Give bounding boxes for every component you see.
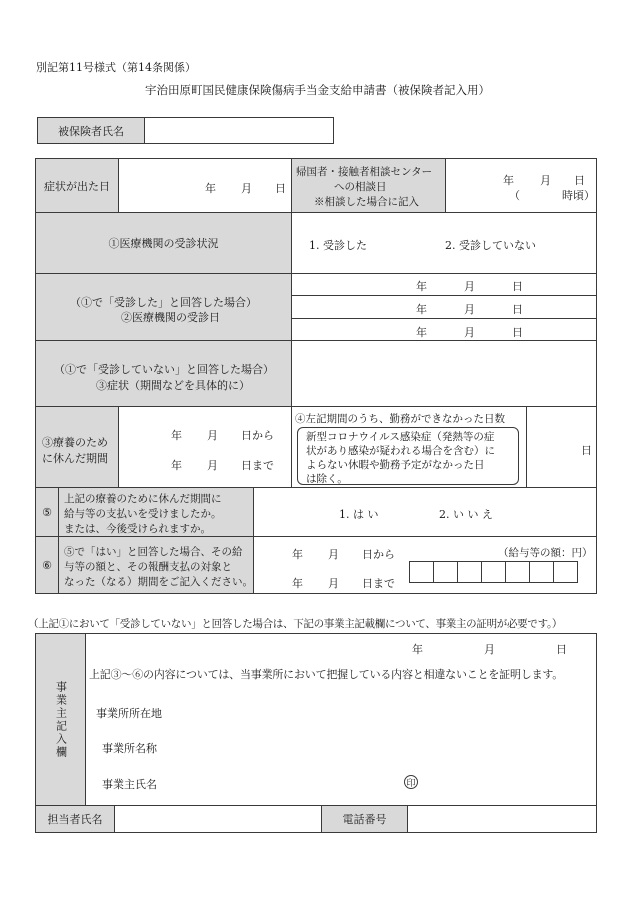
q2-label-line2: ②医療機関の受診日 bbox=[121, 311, 220, 324]
q2-row3-month: 月 bbox=[464, 326, 475, 339]
amount-digit-box[interactable] bbox=[409, 561, 434, 583]
consult-label-line3: ※相談した場合に記入 bbox=[314, 196, 419, 208]
amount-digit-box[interactable] bbox=[505, 561, 530, 583]
office-address-label: 事業所所在地 bbox=[96, 707, 162, 720]
q2-row2-day: 日 bbox=[512, 303, 523, 316]
q5-text-line1: 上記の療養のために休んだ期間に bbox=[64, 493, 222, 505]
q4-note-line1: 新型コロナウイルス感染症（発熱等の症 bbox=[306, 431, 495, 443]
amount-digit-box[interactable] bbox=[457, 561, 482, 583]
q5-number: ⑤ bbox=[35, 487, 59, 537]
employer-side-label: 事業主記入欄 bbox=[35, 633, 86, 806]
q5-option-no[interactable]: 2. い い え bbox=[439, 508, 493, 521]
q2-row2-year: 年 bbox=[416, 303, 427, 316]
symptom-month-unit: 月 bbox=[241, 182, 252, 195]
q2-date-row[interactable] bbox=[291, 318, 597, 341]
symptom-day-unit: 日 bbox=[275, 182, 286, 195]
q5-options bbox=[253, 487, 597, 537]
q6-to-month: 月 bbox=[328, 577, 339, 590]
symptom-date-field[interactable] bbox=[118, 158, 292, 213]
q6-text-line2: 与等の額と、その報酬支払の対象と bbox=[64, 561, 232, 573]
q2-date-row[interactable] bbox=[291, 273, 597, 296]
q3-symptom-field[interactable] bbox=[291, 340, 597, 407]
q4-to-month: 月 bbox=[207, 459, 218, 472]
staff-name-label: 担当者氏名 bbox=[35, 805, 115, 833]
q6-question bbox=[58, 536, 254, 594]
amount-digit-box[interactable] bbox=[481, 561, 506, 583]
q6-from-day: 日から bbox=[362, 548, 395, 561]
symptom-year-unit: 年 bbox=[205, 182, 216, 195]
q6-to-day: 日まで bbox=[362, 577, 395, 590]
consult-time-unit: 時頃） bbox=[562, 189, 595, 202]
employer-certify-text: 上記③～⑥の内容については、当事業所において把握している内容と相違ないことを証明します。 bbox=[89, 668, 564, 681]
q2-label-line1: （①で「受診した」と回答した場合） bbox=[70, 296, 257, 309]
seal-icon: 印 bbox=[404, 775, 418, 789]
q2-row1-month: 月 bbox=[464, 280, 475, 293]
q3-label bbox=[35, 340, 292, 407]
staff-name-field[interactable] bbox=[114, 805, 322, 833]
q2-date-row[interactable] bbox=[291, 295, 597, 319]
q2-row1-day: 日 bbox=[512, 280, 523, 293]
insured-name-field[interactable] bbox=[144, 117, 334, 144]
employer-month-unit: 月 bbox=[484, 643, 495, 656]
consult-label-line2: への相談日 bbox=[334, 181, 387, 193]
q6-from-month: 月 bbox=[328, 548, 339, 561]
q2-row2-month: 月 bbox=[464, 303, 475, 316]
q4-label bbox=[35, 406, 119, 488]
consult-date-field[interactable] bbox=[445, 158, 597, 213]
phone-label: 電話番号 bbox=[321, 805, 408, 833]
office-name-label: 事業所名称 bbox=[102, 742, 157, 755]
form-number: 別記第11号様式（第14条関係） bbox=[36, 61, 196, 74]
employer-note: （上記①において「受診していない」と回答した場合は、下記の事業主記載欄について、事業主の証明が必要です。） bbox=[28, 618, 563, 630]
q2-row3-year: 年 bbox=[416, 326, 427, 339]
employer-year-unit: 年 bbox=[412, 643, 423, 656]
q4-from-day: 日から bbox=[241, 429, 274, 442]
consult-label-line1: 帰国者・接触者相談センター bbox=[296, 166, 433, 178]
q6-text-line3: なった（なる）期間をご記入ください。 bbox=[64, 576, 253, 588]
q5-option-yes[interactable]: 1. は い bbox=[339, 508, 379, 521]
q1-option-visited[interactable]: 1. 受診した bbox=[309, 239, 367, 252]
q4-note-line3: よらない休暇や勤務予定がなかった日 bbox=[306, 459, 485, 471]
q1-options bbox=[291, 212, 597, 274]
q4-to-year: 年 bbox=[171, 459, 182, 472]
q4-label-line1: ③療養のため bbox=[42, 436, 108, 449]
amount-digit-box[interactable] bbox=[433, 561, 458, 583]
consult-year-unit: 年 bbox=[503, 174, 514, 187]
q6-from-year: 年 bbox=[292, 548, 303, 561]
q6-answer bbox=[253, 536, 597, 594]
q5-text-line3: または、今後受けられますか。 bbox=[64, 523, 211, 535]
amount-digit-box[interactable] bbox=[529, 561, 554, 583]
consult-label bbox=[291, 158, 446, 213]
q1-label: ①医療機関の受診状況 bbox=[35, 212, 292, 274]
q4-from-year: 年 bbox=[171, 429, 182, 442]
q2-label bbox=[35, 273, 292, 341]
amount-digit-box[interactable] bbox=[553, 561, 578, 583]
owner-name-label: 事業主氏名 bbox=[102, 778, 157, 791]
employer-cert-area bbox=[85, 633, 597, 806]
phone-field[interactable] bbox=[407, 805, 597, 833]
consult-month-unit: 月 bbox=[540, 174, 551, 187]
consult-day-unit: 日 bbox=[574, 174, 585, 187]
consult-time-open: （ bbox=[509, 189, 520, 202]
q4-note-line4: は除く。 bbox=[306, 473, 348, 485]
q6-amount-label: （給与等の額：円） bbox=[498, 547, 593, 559]
q4-workdays-desc bbox=[291, 406, 527, 488]
q4-workdays-title: ④左記期間のうち、勤務ができなかった日数 bbox=[295, 413, 505, 425]
q2-row1-year: 年 bbox=[416, 280, 427, 293]
q4-workdays-field[interactable] bbox=[526, 406, 597, 488]
q4-label-line2: に休んだ期間 bbox=[42, 452, 108, 465]
q4-note-line2: 状があり感染が疑われる場合を含む）に bbox=[306, 445, 495, 457]
q6-text-line1: ⑤で「はい」と回答した場合、その給 bbox=[64, 546, 243, 558]
form-title: 宇治田原町国民健康保険傷病手当金支給申請書（被保険者記入用） bbox=[145, 83, 490, 97]
q4-day-unit: 日 bbox=[581, 444, 592, 457]
q4-to-day: 日まで bbox=[241, 459, 274, 472]
employer-day-unit: 日 bbox=[556, 643, 567, 656]
q1-option-not-visited[interactable]: 2. 受診していない bbox=[445, 239, 536, 252]
q4-period-field[interactable] bbox=[118, 406, 292, 488]
q6-number: ⑥ bbox=[35, 536, 59, 594]
q5-text-line2: 給与等の支払いを受けましたか。 bbox=[64, 508, 222, 520]
symptom-label: 症状が出た日 bbox=[35, 158, 119, 213]
q2-row3-day: 日 bbox=[512, 326, 523, 339]
q3-label-line1: （①で「受診していない」と回答した場合） bbox=[54, 363, 274, 376]
q5-question bbox=[58, 487, 254, 537]
q6-to-year: 年 bbox=[292, 577, 303, 590]
q4-from-month: 月 bbox=[207, 429, 218, 442]
q3-label-line2: ③症状（期間などを具体的に） bbox=[96, 379, 250, 392]
insured-name-label: 被保険者氏名 bbox=[37, 117, 145, 144]
